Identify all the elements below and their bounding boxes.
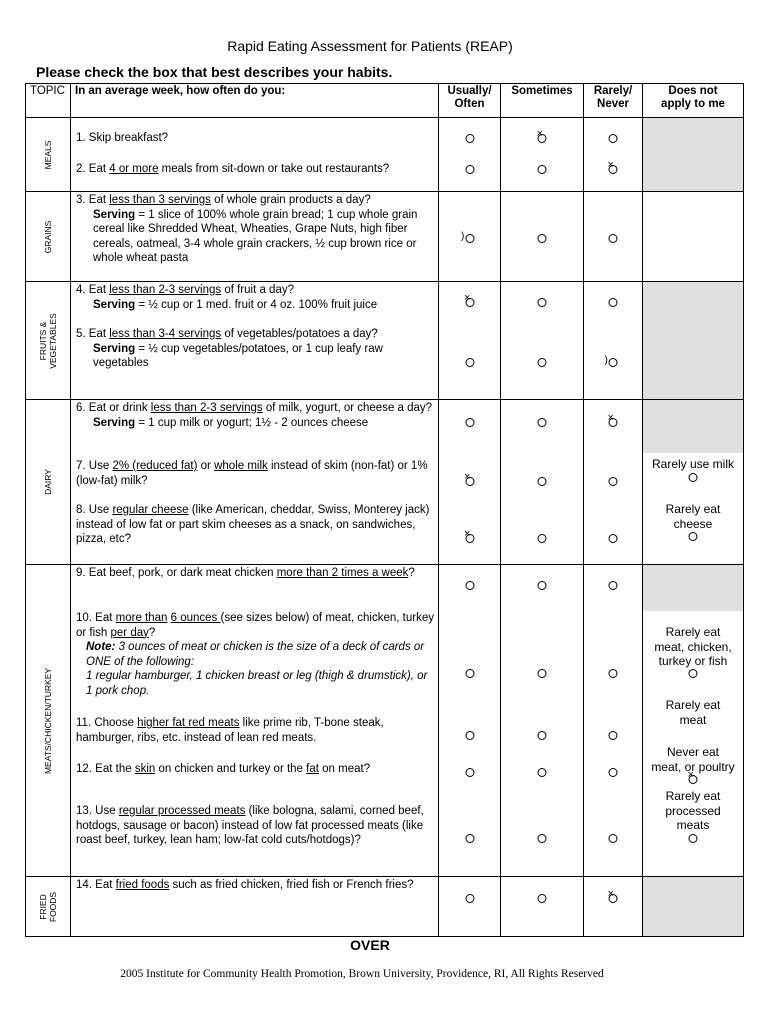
q5-usually-radio[interactable] <box>465 358 474 367</box>
question-5: 5. Eat less than 3-4 servings of vegetables/potatoes a day? Serving = ½ cup vegetables/potatoes, or 1 cup leafy raw vegetables <box>76 328 383 369</box>
topic-dairy: DAIRY <box>26 400 71 565</box>
q1-rarely-radio[interactable] <box>609 134 618 143</box>
q7-rarely-radio[interactable] <box>609 477 618 486</box>
q11-rarely-radio[interactable] <box>609 731 618 740</box>
q1-usually-radio[interactable] <box>465 134 474 143</box>
q5-sometimes-radio[interactable] <box>538 358 547 367</box>
na-rarely-processed-label: Rarely eat processed meats <box>665 789 721 832</box>
q10-sometimes-radio[interactable] <box>538 669 547 678</box>
question-9: 9. Eat beef, pork, or dark meat chicken more than 2 times a week? <box>76 567 415 579</box>
over-label: OVER <box>350 937 390 953</box>
q5-rarely-radio[interactable] <box>609 358 618 367</box>
usually-header: Usually/ Often <box>439 84 501 118</box>
q6-rarely-radio[interactable] <box>609 418 618 427</box>
na-cheese-radio[interactable] <box>689 532 698 541</box>
na-rarely-cheese-label: Rarely eat cheese <box>665 502 721 531</box>
section-fruits-vegetables <box>26 282 744 400</box>
q4-5-na-cell <box>643 282 744 400</box>
section-grains <box>26 192 744 282</box>
na-poultry-radio[interactable] <box>689 775 698 784</box>
section-meats <box>26 565 744 877</box>
q7-usually-radio[interactable] <box>465 477 474 486</box>
q8-rarely-radio[interactable] <box>609 534 618 543</box>
q13-rarely-radio[interactable] <box>609 834 618 843</box>
q10-rarely-radio[interactable] <box>609 669 618 678</box>
q12-rarely-radio[interactable] <box>609 768 618 777</box>
q14-rarely-radio[interactable] <box>609 894 618 903</box>
topic-fried-foods: FRIED FOODS <box>26 877 71 937</box>
section-fried-foods <box>26 877 744 937</box>
form-title: Rapid Eating Assessment for Patients (REAP) <box>227 38 513 54</box>
q4-rarely-radio[interactable] <box>609 298 618 307</box>
na-processed-radio[interactable] <box>689 834 698 843</box>
q14-na-cell <box>643 877 744 937</box>
meats-na-cell <box>643 565 744 877</box>
question-6: 6. Eat or drink less than 2-3 servings of milk, yogurt, or cheese a day? Serving = 1 cup milk or yogurt; 1½ - 2 ounces cheese <box>76 402 433 429</box>
question-2: 2. Eat 4 or more meals from sit-down or take out restaurants? <box>76 163 390 175</box>
topic-meals: MEALS <box>26 118 71 192</box>
q9-na-grey <box>643 565 743 611</box>
section-meals <box>26 118 744 192</box>
question-8: 8. Use regular cheese (like American, cheddar, Swiss, Monterey jack) instead of low fat or part skim cheeses as a snack, on sandwiches, pizza, etc? <box>76 504 430 545</box>
q13-usually-radio[interactable] <box>465 834 474 843</box>
copyright-footer: 2005 Institute for Community Health Promotion, Brown University, Providence, RI, All Rights Reserved <box>120 968 604 980</box>
q1-sometimes-radio[interactable] <box>538 134 547 143</box>
q14-usually-radio[interactable] <box>465 894 474 903</box>
q13-sometimes-radio[interactable] <box>538 834 547 843</box>
q9-sometimes-radio[interactable] <box>538 581 547 590</box>
q12-sometimes-radio[interactable] <box>538 768 547 777</box>
q1-2-na-cell <box>643 118 744 192</box>
q11-sometimes-radio[interactable] <box>538 731 547 740</box>
question-13: 13. Use regular processed meats (like bologna, salami, corned beef, hotdogs, sausage or bacon) instead of low fat processed meats (like roast beef, turkey, lean ham; low-fat cold cuts/hotdogs)? <box>76 805 424 846</box>
dairy-na-cell <box>643 400 744 565</box>
q9-usually-radio[interactable] <box>465 581 474 590</box>
q2-usually-radio[interactable] <box>465 165 474 174</box>
q11-usually-radio[interactable] <box>465 731 474 740</box>
q3-na-cell <box>643 192 744 282</box>
na-milk-radio[interactable] <box>689 473 698 482</box>
q14-sometimes-radio[interactable] <box>538 894 547 903</box>
question-14: 14. Eat fried foods such as fried chicken, fried fish or French fries? <box>76 879 414 891</box>
q8-sometimes-radio[interactable] <box>538 534 547 543</box>
header-row <box>26 84 744 118</box>
na-rarely-milk-label: Rarely use milk <box>651 457 735 471</box>
reap-table <box>25 83 744 937</box>
q3-sometimes-radio[interactable] <box>538 234 547 243</box>
q6-usually-radio[interactable] <box>465 418 474 427</box>
na-never-poultry-label: Never eat meat, or poultry <box>651 745 735 774</box>
q4-sometimes-radio[interactable] <box>538 298 547 307</box>
na-rarely-meat-all-label: Rarely eat meat, chicken, turkey or fish <box>654 625 732 668</box>
q6-sometimes-radio[interactable] <box>538 418 547 427</box>
section-dairy <box>26 400 744 565</box>
q8-usually-radio[interactable] <box>465 534 474 543</box>
question-1: 1. Skip breakfast? <box>76 132 169 144</box>
q4-usually-radio[interactable] <box>465 298 474 307</box>
question-4: 4. Eat less than 2-3 servings of fruit a day? Serving = ½ cup or 1 med. fruit or 4 oz. 100% fruit juice <box>76 284 378 311</box>
form-instructions: Please check the box that best describes your habits. <box>36 64 393 80</box>
q10-usually-radio[interactable] <box>465 669 474 678</box>
question-7: 7. Use 2% (reduced fat) or whole milk instead of skim (non-fat) or 1% (low-fat) milk? <box>76 460 428 487</box>
q6-na-grey <box>643 400 743 453</box>
q3-rarely-radio[interactable] <box>609 234 618 243</box>
topic-grains: GRAINS <box>26 192 71 282</box>
question-11: 11. Choose higher fat red meats like prime rib, T-bone steak, hamburger, ribs, etc. instead of lean red meats. <box>76 717 384 744</box>
na-meat-all-radio[interactable] <box>689 669 698 678</box>
q2-sometimes-radio[interactable] <box>538 165 547 174</box>
q7-sometimes-radio[interactable] <box>538 477 547 486</box>
topic-header: TOPIC <box>26 84 71 118</box>
question-12: 12. Eat the skin on chicken and turkey or the fat on meat? <box>76 763 371 775</box>
q12-usually-radio[interactable] <box>465 768 474 777</box>
q3-usually-radio[interactable] <box>465 234 474 243</box>
topic-meats: MEATS/CHICKEN/TURKEY <box>26 565 71 877</box>
na-header: Does not apply to me <box>643 84 744 118</box>
question-header: In an average week, how often do you: <box>71 84 439 118</box>
rarely-header: Rarely/ Never <box>584 84 643 118</box>
question-3: 3. Eat less than 3 servings of whole grain products a day? Serving = 1 slice of 100% whole grain bread; 1 cup whole grain cereal like Shredded Wheat, Wheaties, Grape Nuts, high fiber cereals, oatmeal, 3-4 whole grain crackers, ½ cup brown rice or whole wheat pasta <box>76 194 418 264</box>
topic-fruits-vegetables: FRUITS & VEGETABLES <box>26 282 71 400</box>
question-10: 10. Eat more than 6 ounces (see sizes below) of meat, chicken, turkey or fish per day? Note: 3 ounces of meat or chicken is the size of a deck of cards or ONE of the following: 1 regular hamburger, 1 chicken breast or leg (thigh & drumstick), or 1 pork chop. <box>76 612 434 697</box>
na-rarely-red-meat-label: Rarely eat meat <box>665 698 721 727</box>
sometimes-header: Sometimes <box>501 84 584 118</box>
q2-rarely-radio[interactable] <box>609 165 618 174</box>
q9-rarely-radio[interactable] <box>609 581 618 590</box>
